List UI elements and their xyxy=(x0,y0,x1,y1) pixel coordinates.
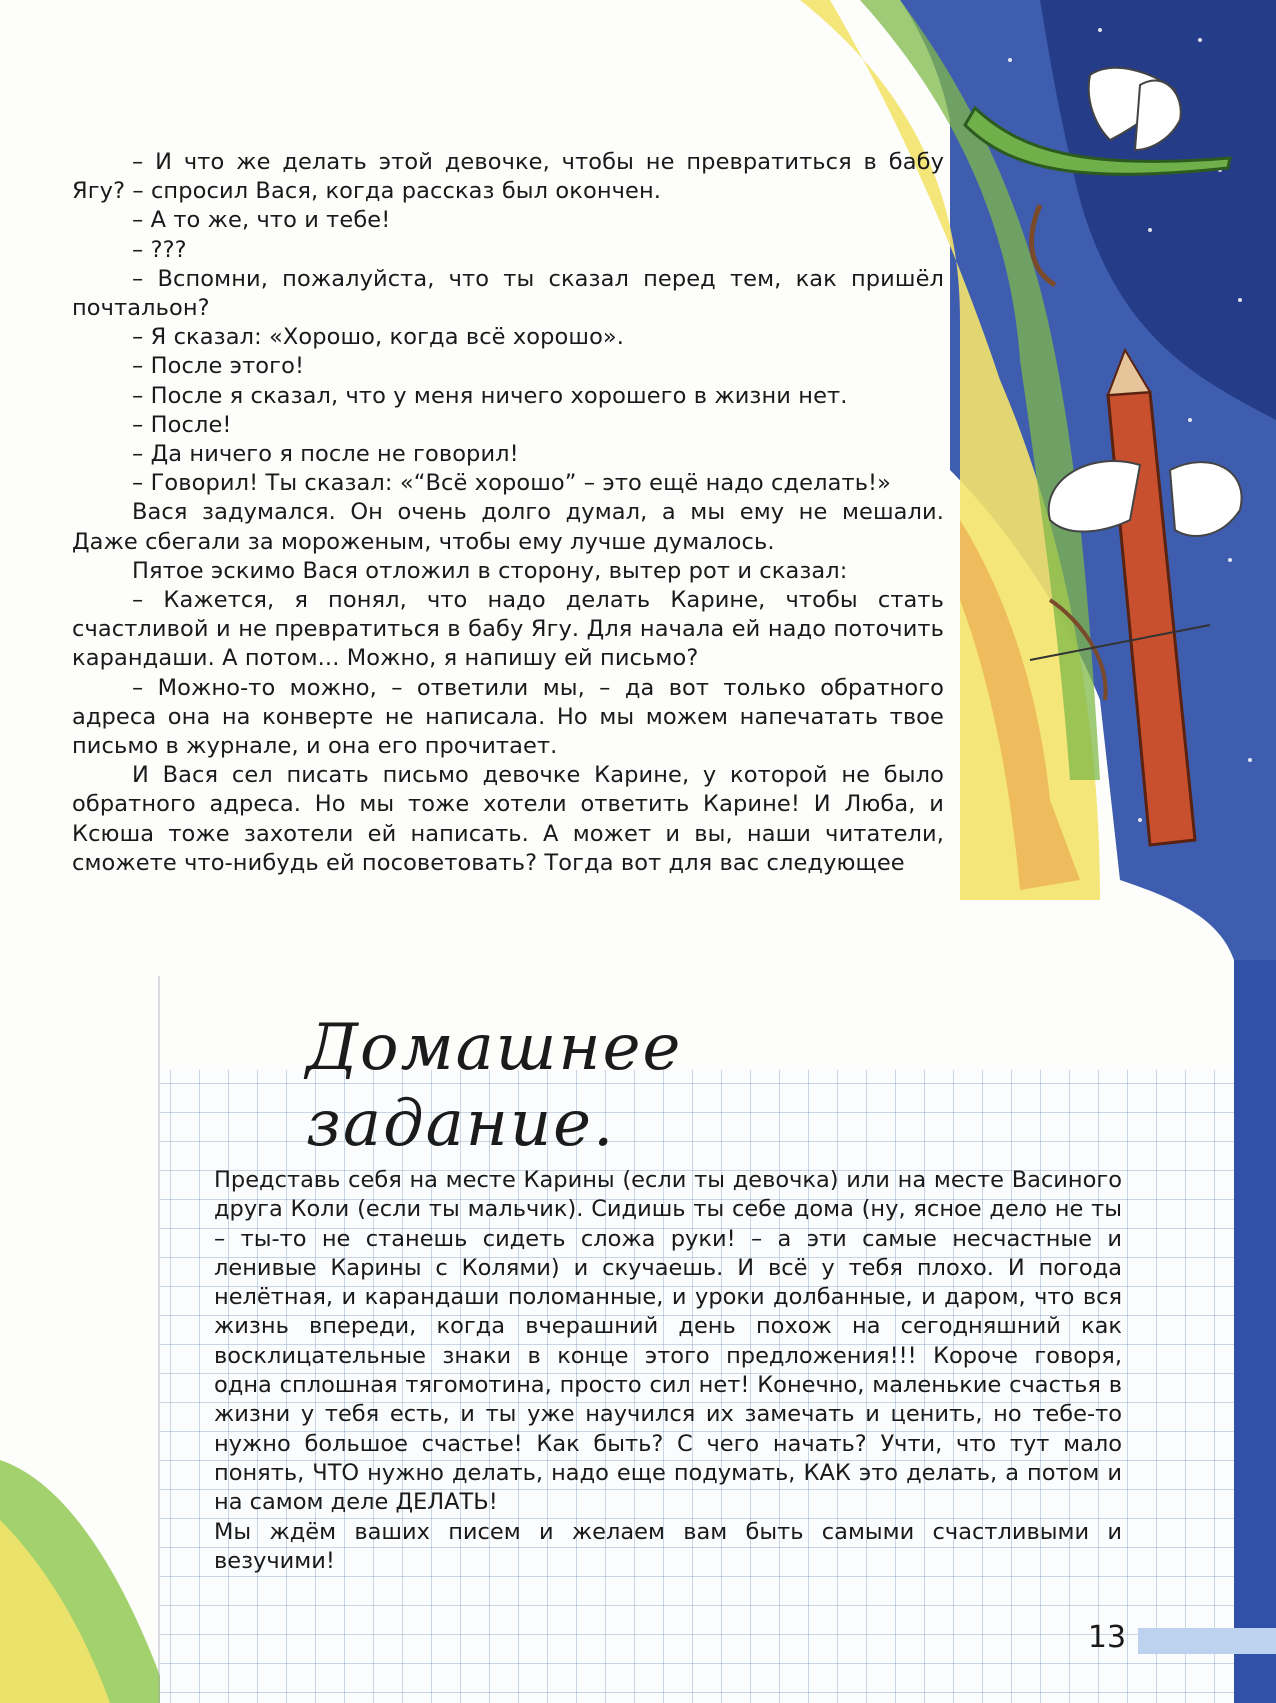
blue-edge-strip xyxy=(1234,960,1276,1703)
story-paragraph: – После я сказал, что у меня ничего хорошего в жизни нет. xyxy=(132,382,848,409)
homework-title: Домашнее задание. xyxy=(306,1011,683,1161)
story-text xyxy=(72,148,944,878)
story-paragraph: – Говорил! Ты сказал: «“Всё хорошо” – это ещё надо сделать!» xyxy=(132,470,892,497)
story-paragraph: Вася задумался. Он очень долго думал, а мы ему не мешали. Даже сбегали за мороженым, чтобы ему лучше думалось. xyxy=(72,499,944,555)
homework-text xyxy=(214,1166,1122,1576)
story-paragraph: – И что же делать этой девочке, чтобы не превратиться в бабу Ягу? – спросил Вася, когда рассказ был окончен. xyxy=(72,149,944,205)
page-number: 13 xyxy=(1087,1620,1127,1655)
story-paragraph: – Вспомни, пожалуйста, что ты сказал перед тем, как пришёл почтальон? xyxy=(72,265,944,322)
story-paragraph: – После этого! xyxy=(132,353,305,380)
story-paragraph: – Кажется, я понял, что надо делать Карине, чтобы стать счастливой и не превратиться в бабу Ягу. Для начала ей надо поточить карандаши. А потом... Можно, я напишу ей письмо? xyxy=(72,587,944,672)
story-paragraph: – После! xyxy=(132,411,232,438)
story-paragraph: – Да ничего я после не говорил! xyxy=(132,441,519,468)
page-number-tab xyxy=(1138,1628,1276,1654)
story-paragraph: – А то же, что и тебе! xyxy=(132,207,391,234)
story-paragraph: – ??? xyxy=(132,236,187,263)
story-paragraph: Пятое эскимо Вася отложил в сторону, вытер рот и сказал: xyxy=(132,557,848,584)
story-paragraph: И Вася сел писать письмо девочке Карине, у которой не было обратного адреса. Но мы тоже хотели ответить Карине! И Люба, и Ксюша тоже захотели ей написать. А может и вы, наши читатели, сможете что-нибудь ей посоветовать? Тогда вот для вас следующее xyxy=(72,762,944,876)
story-paragraph: – Можно-то можно, – ответили мы, – да вот только обратного адреса она на конверте не написала. Но мы можем напечатать твое письмо в журнале, и она его прочитает. xyxy=(72,674,944,760)
story-paragraph: – Я сказал: «Хорошо, когда всё хорошо». xyxy=(132,324,625,351)
homework-paragraph: Представь себя на месте Карины (если ты девочка) или на месте Васиного друга Коли (если ты мальчик). Сидишь ты себе дома (ну, ясное дело не ты – ты-то не станешь сидеть сложа руки! – а эти самые несчастные и ленивые Карины с Колями) и скучаешь. И всё у тебя плохо. И погода нелётная, и карандаши поломанные, и уроки долбанные, и даром, что вся жизнь впереди, когда вчерашний день похож на сегодняшний как восклицательные знаки в конце этого предложения!!! Короче говоря, одна сплошная тягомотина, просто сил нет! Конечно, маленькие счастья в жизни у тебя есть, и ты уже научился их замечать и ценить, но тебе-то нужно большое счастье! Как быть? С чего начать? Учти, что тут мало понять, ЧТО нужно делать, надо еще подумать, КАК это делать, а потом и на самом деле ДЕЛАТЬ! xyxy=(214,1167,1122,1516)
homework-paragraph: Мы ждём ваших писем и желаем вам быть самыми счастливыми и везучими! xyxy=(214,1518,1122,1574)
